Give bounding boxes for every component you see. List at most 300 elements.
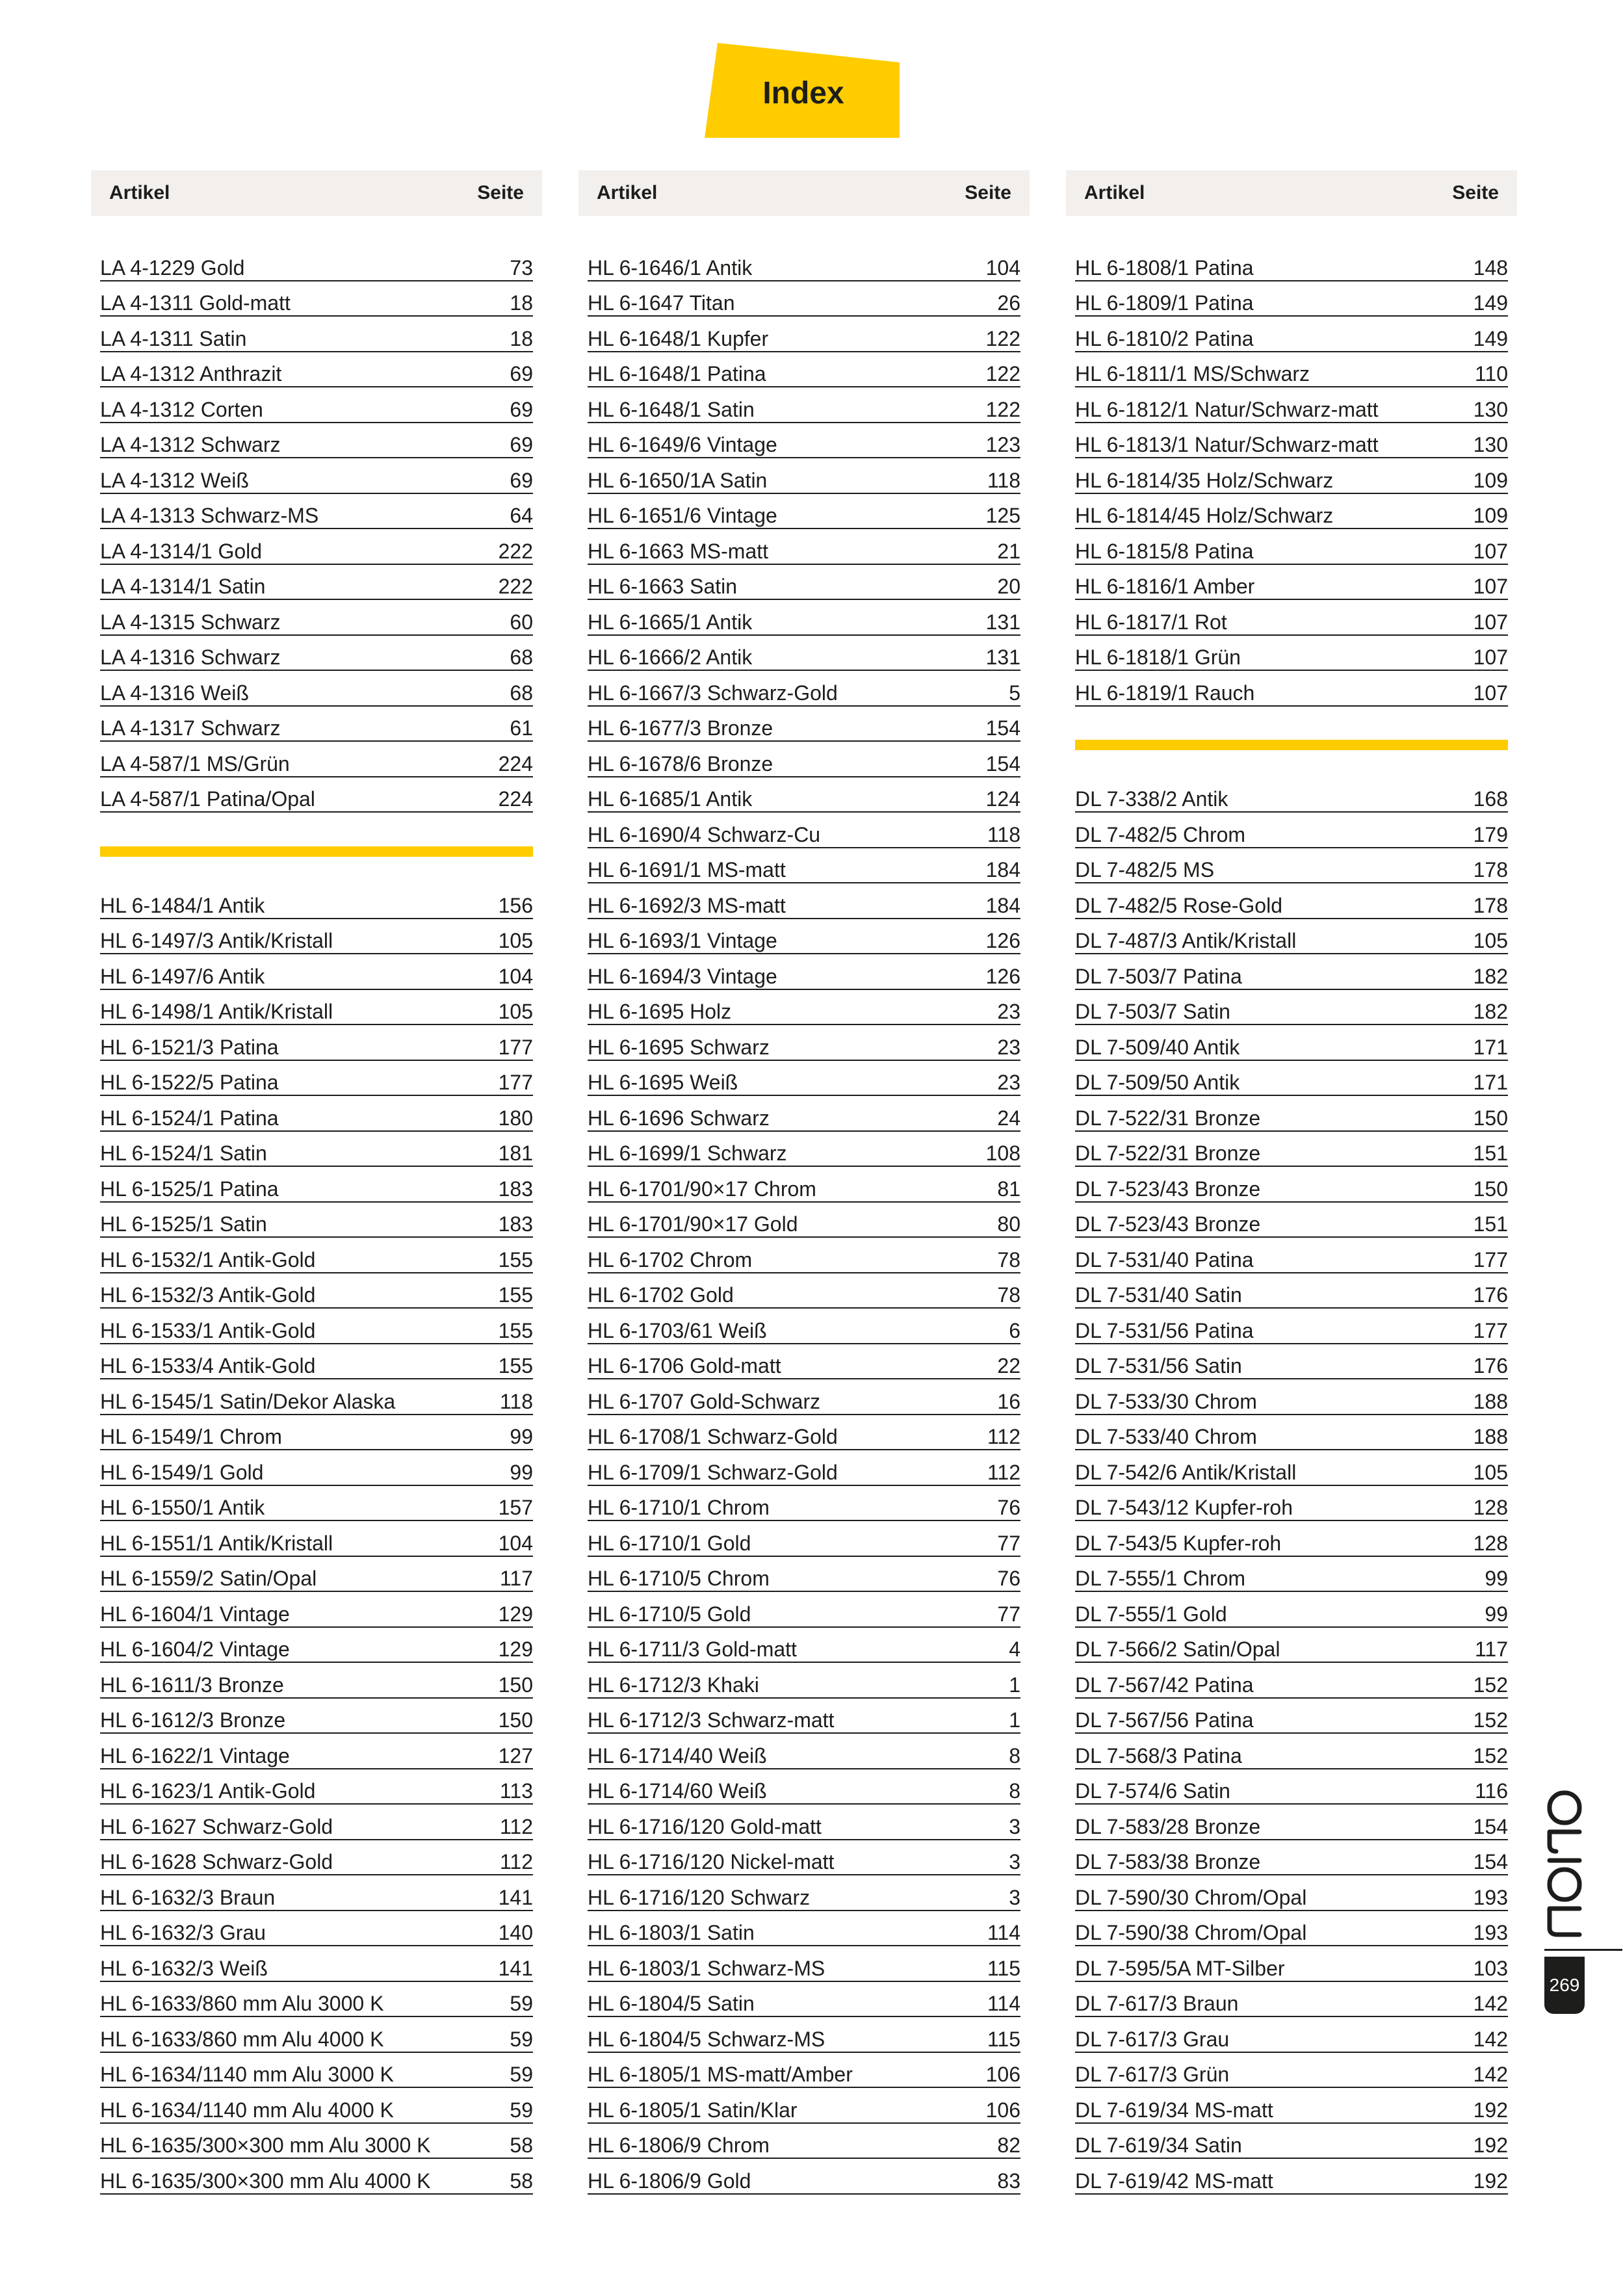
index-row[interactable] — [588, 1309, 1020, 1344]
index-row[interactable] — [100, 1309, 533, 1344]
article-name: HL 6-1497/3 Antik/Kristall — [100, 929, 333, 952]
page-ref: 182 — [1473, 964, 1508, 988]
index-row[interactable] — [588, 1946, 1020, 1982]
page-ref: 183 — [498, 1212, 533, 1236]
index-row[interactable] — [100, 954, 533, 990]
index-row[interactable] — [100, 1344, 533, 1380]
index-row[interactable] — [1075, 423, 1508, 459]
index-row[interactable] — [588, 600, 1020, 636]
article-name: DL 7-619/34 MS-matt — [1075, 2098, 1273, 2122]
index-row[interactable] — [588, 1203, 1020, 1238]
index-row[interactable] — [1075, 813, 1508, 848]
page-ref: 222 — [498, 575, 533, 598]
page-ref: 59 — [510, 2098, 533, 2122]
index-row[interactable] — [588, 1379, 1020, 1415]
page-ref: 69 — [510, 362, 533, 385]
index-row[interactable] — [1075, 565, 1508, 601]
article-name: HL 6-1694/3 Vintage — [588, 964, 777, 988]
index-row[interactable] — [1075, 352, 1508, 388]
page-ref: 128 — [1473, 1496, 1508, 1519]
index-row[interactable] — [1075, 848, 1508, 884]
page-ref: 129 — [498, 1637, 533, 1661]
index-row[interactable] — [588, 387, 1020, 423]
index-row[interactable] — [588, 707, 1020, 742]
page-ref: 59 — [510, 2063, 533, 2086]
index-row[interactable] — [1075, 1663, 1508, 1699]
article-name: DL 7-619/42 MS-matt — [1075, 2169, 1273, 2193]
index-row[interactable] — [1075, 919, 1508, 955]
page-ref: 23 — [997, 1071, 1020, 1094]
page-ref: 107 — [1473, 646, 1508, 669]
index-row[interactable] — [1075, 600, 1508, 636]
article-name: HL 6-1810/2 Patina — [1075, 326, 1254, 350]
article-name: HL 6-1650/1A Satin — [588, 468, 768, 492]
index-row[interactable] — [588, 2017, 1020, 2053]
page-ref: 103 — [1473, 1956, 1508, 1980]
article-name: HL 6-1651/6 Vintage — [588, 504, 777, 527]
index-row[interactable] — [588, 1521, 1020, 1557]
index-row[interactable] — [1075, 2017, 1508, 2053]
page-ref: 178 — [1473, 893, 1508, 917]
article-name: DL 7-509/40 Antik — [1075, 1035, 1240, 1059]
article-name: HL 6-1803/1 Satin — [588, 1921, 755, 1944]
index-row[interactable] — [100, 458, 533, 494]
page-ref: 151 — [1473, 1212, 1508, 1236]
article-name: HL 6-1710/5 Chrom — [588, 1567, 770, 1590]
page-ref: 182 — [1473, 1000, 1508, 1023]
index-row[interactable] — [1075, 777, 1508, 813]
article-name: HL 6-1685/1 Antik — [588, 787, 753, 811]
index-row[interactable] — [1075, 281, 1508, 317]
article-name: LA 4-587/1 MS/Grün — [100, 751, 290, 776]
index-row[interactable] — [1075, 1061, 1508, 1097]
index-row[interactable] — [588, 1415, 1020, 1451]
index-row[interactable] — [1075, 2088, 1508, 2124]
article-name: HL 6-1808/1 Patina — [1075, 255, 1254, 280]
page-ref: 154 — [985, 751, 1020, 776]
article-name: LA 4-1315 Schwarz — [100, 610, 281, 634]
index-row[interactable] — [588, 1273, 1020, 1309]
index-row[interactable] — [588, 1557, 1020, 1593]
article-name: HL 6-1627 Schwarz-Gold — [100, 1814, 333, 1838]
index-row[interactable] — [588, 2053, 1020, 2089]
index-row[interactable] — [588, 317, 1020, 352]
index-column-2 — [578, 170, 1030, 2193]
article-name: HL 6-1612/3 Bronze — [100, 1708, 286, 1732]
article-name: HL 6-1634/1140 mm Alu 4000 K — [100, 2098, 394, 2122]
page-ref: 171 — [1473, 1035, 1508, 1059]
index-row[interactable] — [100, 1699, 533, 1734]
index-row[interactable] — [588, 1132, 1020, 1168]
index-row[interactable] — [100, 707, 533, 742]
page-ref: 177 — [498, 1035, 533, 1059]
index-row[interactable] — [588, 1911, 1020, 1947]
page-ref: 141 — [498, 1956, 533, 1980]
page-ref: 115 — [987, 2027, 1020, 2051]
article-name: DL 7-482/5 Rose-Gold — [1075, 893, 1282, 917]
article-name: HL 6-1709/1 Schwarz-Gold — [588, 1460, 838, 1484]
article-name: HL 6-1710/5 Gold — [588, 1602, 751, 1626]
index-row[interactable] — [588, 1875, 1020, 1911]
index-row[interactable] — [100, 1875, 533, 1911]
index-row[interactable] — [100, 636, 533, 672]
page-ref: 105 — [1473, 1460, 1508, 1484]
index-row[interactable] — [588, 742, 1020, 777]
index-row[interactable] — [588, 1450, 1020, 1486]
index-row[interactable] — [588, 281, 1020, 317]
index-row[interactable] — [100, 671, 533, 707]
article-name: DL 7-590/38 Chrom/Opal — [1075, 1921, 1307, 1944]
index-column-3 — [1066, 170, 1517, 2193]
index-row[interactable] — [1075, 990, 1508, 1026]
index-row[interactable] — [588, 1805, 1020, 1840]
index-row[interactable] — [1075, 458, 1508, 494]
index-row[interactable] — [588, 1769, 1020, 1805]
index-row[interactable] — [100, 1379, 533, 1415]
index-row[interactable] — [100, 317, 533, 352]
article-name: HL 6-1710/1 Chrom — [588, 1496, 770, 1519]
page-ref: 99 — [510, 1425, 533, 1448]
page-ref: 192 — [1473, 2133, 1508, 2157]
index-row[interactable] — [1075, 387, 1508, 423]
index-row[interactable] — [1075, 2053, 1508, 2089]
index-row[interactable] — [1075, 1273, 1508, 1309]
index-row[interactable] — [1075, 1521, 1508, 1557]
page-ref: 152 — [1473, 1708, 1508, 1732]
index-row[interactable] — [1075, 1025, 1508, 1061]
index-row[interactable] — [588, 1486, 1020, 1522]
article-name: DL 7-617/3 Braun — [1075, 1992, 1239, 2015]
page-ref: 22 — [997, 1354, 1020, 1377]
article-name: HL 6-1695 Weiß — [588, 1071, 738, 1094]
page-ref: 73 — [510, 255, 533, 280]
page-ref: 16 — [997, 1389, 1020, 1413]
page-ref: 129 — [498, 1602, 533, 1626]
index-row[interactable] — [1075, 529, 1508, 565]
index-row[interactable] — [100, 2053, 533, 2089]
index-row[interactable] — [1075, 1203, 1508, 1238]
article-name: HL 6-1623/1 Antik-Gold — [100, 1779, 316, 1803]
index-row[interactable] — [100, 1663, 533, 1699]
article-name: HL 6-1663 Satin — [588, 575, 738, 598]
index-row[interactable] — [588, 529, 1020, 565]
index-row[interactable] — [100, 423, 533, 459]
column-header — [1066, 170, 1517, 216]
index-row[interactable] — [100, 1521, 533, 1557]
index-row[interactable] — [100, 1628, 533, 1663]
article-name: LA 4-1317 Schwarz — [100, 716, 281, 740]
page-ref: 128 — [1473, 1531, 1508, 1555]
index-row[interactable] — [588, 813, 1020, 848]
index-row[interactable] — [100, 990, 533, 1026]
page-ref: 104 — [498, 964, 533, 988]
index-row[interactable] — [588, 1344, 1020, 1380]
page-ref: 109 — [1473, 468, 1508, 492]
article-name: LA 4-1312 Anthrazit — [100, 362, 282, 385]
index-row[interactable] — [588, 1592, 1020, 1628]
index-row[interactable] — [1075, 1911, 1508, 1947]
index-row[interactable] — [1075, 1875, 1508, 1911]
index-row[interactable] — [1075, 1096, 1508, 1132]
article-name: DL 7-617/3 Grün — [1075, 2063, 1230, 2086]
index-row[interactable] — [100, 1734, 533, 1769]
page-ref: 81 — [997, 1177, 1020, 1201]
index-row[interactable] — [100, 1982, 533, 2018]
index-row[interactable] — [1075, 1344, 1508, 1380]
index-row[interactable] — [588, 1238, 1020, 1273]
index-row[interactable] — [100, 1096, 533, 1132]
index-row[interactable] — [1075, 1132, 1508, 1168]
page-ref: 99 — [1485, 1567, 1508, 1590]
index-row[interactable] — [588, 1096, 1020, 1132]
article-name: LA 4-1312 Corten — [100, 397, 263, 421]
index-row[interactable] — [1075, 1379, 1508, 1415]
page-ref: 80 — [997, 1212, 1020, 1236]
page-ref: 168 — [1473, 787, 1508, 811]
brand-divider — [1544, 1949, 1622, 1951]
index-row[interactable] — [1075, 1805, 1508, 1840]
article-name: HL 6-1805/1 MS-matt/Amber — [588, 2063, 853, 2086]
column-header — [91, 170, 542, 216]
page-ref: 171 — [1473, 1071, 1508, 1094]
index-row[interactable] — [1075, 671, 1508, 707]
article-name: HL 6-1814/35 Holz/Schwarz — [1075, 468, 1334, 492]
page-ref: 184 — [985, 858, 1020, 881]
article-name: DL 7-531/56 Satin — [1075, 1354, 1242, 1377]
article-name: LA 4-1314/1 Satin — [100, 575, 266, 598]
page-ref: 78 — [997, 1247, 1020, 1272]
index-row[interactable] — [588, 1167, 1020, 1203]
article-name: HL 6-1678/6 Bronze — [588, 751, 773, 776]
index-row[interactable] — [1075, 2159, 1508, 2195]
index-row[interactable] — [588, 1734, 1020, 1769]
index-row[interactable] — [1075, 1699, 1508, 1734]
article-name: DL 7-543/5 Kupfer-roh — [1075, 1531, 1282, 1555]
page-ref: 157 — [498, 1496, 533, 1519]
index-row[interactable] — [1075, 1982, 1508, 2018]
index-row[interactable] — [100, 600, 533, 636]
page-ref: 122 — [985, 397, 1020, 421]
index-row[interactable] — [588, 990, 1020, 1026]
article-name: LA 4-1316 Weiß — [100, 681, 249, 705]
index-row[interactable] — [1075, 636, 1508, 672]
index-row[interactable] — [100, 529, 533, 565]
index-row[interactable] — [100, 1025, 533, 1061]
index-row[interactable] — [1075, 1592, 1508, 1628]
article-name: DL 7-533/30 Chrom — [1075, 1389, 1257, 1413]
page-ref: 115 — [987, 1956, 1020, 1980]
index-row[interactable] — [588, 954, 1020, 990]
index-row[interactable] — [1075, 1840, 1508, 1876]
index-row[interactable] — [100, 777, 533, 813]
index-row[interactable] — [100, 387, 533, 423]
index-row[interactable] — [1075, 1486, 1508, 1522]
index-row[interactable] — [100, 565, 533, 601]
index-row[interactable] — [1075, 1450, 1508, 1486]
article-name: HL 6-1559/2 Satin/Opal — [100, 1567, 317, 1590]
index-row[interactable] — [588, 2088, 1020, 2124]
page-ref: 180 — [498, 1106, 533, 1130]
index-row[interactable] — [100, 1415, 533, 1451]
page-ref: 83 — [997, 2169, 1020, 2193]
page-ref: 60 — [510, 610, 533, 634]
page-ref: 178 — [1473, 858, 1508, 881]
index-row[interactable] — [100, 1203, 533, 1238]
page-ref: 114 — [987, 1921, 1020, 1944]
article-name: HL 6-1628 Schwarz-Gold — [100, 1850, 333, 1873]
article-name: LA 4-1314/1 Gold — [100, 539, 263, 563]
index-row[interactable] — [588, 883, 1020, 919]
index-row[interactable] — [100, 1840, 533, 1876]
article-name: HL 6-1533/1 Antik-Gold — [100, 1318, 316, 1342]
index-row[interactable] — [100, 919, 533, 955]
index-row[interactable] — [588, 1025, 1020, 1061]
article-name: HL 6-1696 Schwarz — [588, 1106, 770, 1130]
index-row[interactable] — [1075, 1309, 1508, 1344]
page-ref: 1 — [1009, 1673, 1020, 1697]
article-name: LA 4-1312 Weiß — [100, 468, 249, 492]
article-name: HL 6-1702 Gold — [588, 1283, 734, 1307]
page-ref: 155 — [498, 1318, 533, 1342]
page-ref: 188 — [1473, 1389, 1508, 1413]
index-row[interactable] — [100, 352, 533, 388]
article-name: HL 6-1804/5 Schwarz-MS — [588, 2027, 825, 2051]
index-row[interactable] — [588, 1840, 1020, 1876]
index-row[interactable] — [588, 423, 1020, 459]
article-name: HL 6-1695 Holz — [588, 1000, 732, 1023]
article-name: HL 6-1604/2 Vintage — [100, 1637, 290, 1661]
page-ref: 122 — [985, 326, 1020, 350]
index-row[interactable] — [588, 671, 1020, 707]
page-ref: 69 — [510, 468, 533, 492]
index-row[interactable] — [100, 883, 533, 919]
index-row[interactable] — [100, 1946, 533, 1982]
index-row[interactable] — [588, 1663, 1020, 1699]
index-row[interactable] — [100, 494, 533, 530]
index-row[interactable] — [588, 636, 1020, 672]
article-name: HL 6-1701/90×17 Gold — [588, 1212, 798, 1236]
article-name: DL 7-566/2 Satin/Opal — [1075, 1637, 1280, 1661]
index-row[interactable] — [1075, 317, 1508, 352]
article-name: DL 7-568/3 Patina — [1075, 1743, 1242, 1768]
index-row[interactable] — [588, 1699, 1020, 1734]
index-row[interactable] — [100, 2159, 533, 2195]
index-row[interactable] — [100, 1911, 533, 1947]
index-row[interactable] — [1075, 2124, 1508, 2159]
index-row[interactable] — [588, 494, 1020, 530]
index-row[interactable] — [588, 2159, 1020, 2195]
index-row[interactable] — [100, 1769, 533, 1805]
index-row[interactable] — [1075, 954, 1508, 990]
page-ref: 68 — [510, 681, 533, 705]
article-name: LA 4-1313 Schwarz-MS — [100, 504, 319, 527]
index-row[interactable] — [100, 1238, 533, 1273]
article-name: HL 6-1818/1 Grün — [1075, 646, 1241, 669]
index-row[interactable] — [100, 1167, 533, 1203]
index-row[interactable] — [1075, 1557, 1508, 1593]
page-ref: 140 — [498, 1921, 533, 1944]
index-row[interactable] — [588, 1061, 1020, 1097]
index-row[interactable] — [588, 352, 1020, 388]
article-name: HL 6-1633/860 mm Alu 3000 K — [100, 1992, 384, 2015]
article-name: DL 7-542/6 Antik/Kristall — [1075, 1460, 1297, 1484]
index-row[interactable] — [588, 2124, 1020, 2159]
index-row[interactable] — [100, 2124, 533, 2159]
index-row[interactable] — [1075, 883, 1508, 919]
section-separator — [100, 846, 533, 857]
page-ref: 118 — [499, 1389, 533, 1413]
article-name: HL 6-1633/860 mm Alu 4000 K — [100, 2027, 384, 2051]
index-row[interactable] — [100, 1132, 533, 1168]
page-ref: 112 — [499, 1814, 533, 1838]
index-row[interactable] — [1075, 1238, 1508, 1273]
index-row[interactable] — [100, 1486, 533, 1522]
article-name: HL 6-1803/1 Schwarz-MS — [588, 1956, 825, 1980]
article-name: HL 6-1711/3 Gold-matt — [588, 1637, 797, 1661]
article-name: HL 6-1646/1 Antik — [588, 255, 753, 280]
index-row[interactable] — [1075, 246, 1508, 281]
article-name: DL 7-583/38 Bronze — [1075, 1850, 1261, 1873]
index-row[interactable] — [1075, 1628, 1508, 1663]
index-row[interactable] — [1075, 1769, 1508, 1805]
page-ref: 130 — [1473, 433, 1508, 456]
index-row[interactable] — [1075, 494, 1508, 530]
index-row[interactable] — [100, 2088, 533, 2124]
index-row[interactable] — [588, 848, 1020, 884]
article-name: HL 6-1524/1 Patina — [100, 1106, 279, 1130]
page-ref: 150 — [498, 1708, 533, 1732]
index-row[interactable] — [588, 565, 1020, 601]
article-name: HL 6-1497/6 Antik — [100, 964, 265, 988]
page-ref: 150 — [1473, 1106, 1508, 1130]
page-ref: 156 — [498, 893, 533, 917]
index-row[interactable] — [1075, 1946, 1508, 1982]
index-row[interactable] — [100, 1557, 533, 1593]
article-name: LA 4-1229 Gold — [100, 255, 245, 280]
article-name: HL 6-1815/8 Patina — [1075, 539, 1254, 563]
index-row[interactable] — [100, 1450, 533, 1486]
article-name: HL 6-1632/3 Weiß — [100, 1956, 268, 1980]
index-row[interactable] — [1075, 1167, 1508, 1203]
index-row[interactable] — [1075, 1734, 1508, 1769]
index-row[interactable] — [588, 919, 1020, 955]
page-ref: 23 — [997, 1000, 1020, 1023]
orion-logo-icon — [1544, 1789, 1585, 1938]
index-row[interactable] — [100, 1273, 533, 1309]
index-row[interactable] — [1075, 1415, 1508, 1451]
page-ref: 125 — [985, 504, 1020, 527]
index-row[interactable] — [588, 1628, 1020, 1663]
index-row[interactable] — [588, 246, 1020, 281]
page-ref: 150 — [1473, 1177, 1508, 1201]
article-name: HL 6-1635/300×300 mm Alu 4000 K — [100, 2169, 431, 2193]
index-row[interactable] — [588, 458, 1020, 494]
index-row[interactable] — [588, 777, 1020, 813]
index-row[interactable] — [100, 1805, 533, 1840]
index-row[interactable] — [100, 1592, 533, 1628]
article-name: DL 7-531/40 Patina — [1075, 1247, 1254, 1272]
page-ref: 6 — [1009, 1318, 1020, 1342]
index-row[interactable] — [100, 2017, 533, 2053]
index-row[interactable] — [100, 1061, 533, 1097]
article-name: DL 7-482/5 Chrom — [1075, 822, 1246, 846]
article-name: HL 6-1710/1 Gold — [588, 1531, 751, 1555]
index-row[interactable] — [588, 1982, 1020, 2018]
index-row[interactable] — [100, 742, 533, 777]
index-row[interactable] — [100, 281, 533, 317]
page-ref: 8 — [1009, 1779, 1020, 1803]
index-row[interactable] — [100, 246, 533, 281]
